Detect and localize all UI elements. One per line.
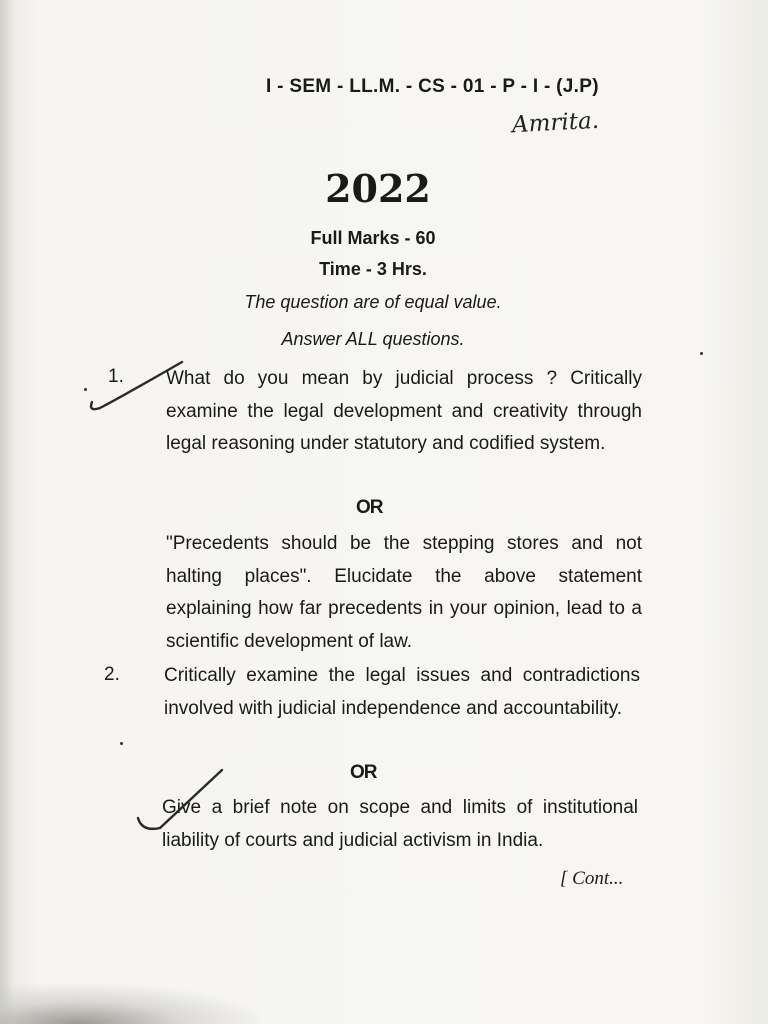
instruction-answer-all: Answer ALL questions. bbox=[281, 329, 465, 349]
speck bbox=[700, 352, 703, 355]
page-edge-shadow bbox=[0, 0, 14, 1024]
exam-time: Time - 3 Hrs. bbox=[319, 259, 427, 279]
instruction-equal-value: The question are of equal value. bbox=[244, 292, 502, 312]
question-1-part-b: "Precedents should be the stepping stores and not halting places". Elucidate the above statement explaining how far precedents in your opinion, lead to a scientific development of law. bbox=[166, 533, 642, 652]
paper-code: I - SEM - LL.M. - CS - 01 - P - I - (J.P) bbox=[266, 76, 599, 97]
question-1-or: OR bbox=[356, 497, 383, 518]
continued-note: [ Cont... bbox=[560, 868, 624, 889]
question-1-number: 1. bbox=[108, 366, 124, 387]
page-bottom-shadow bbox=[0, 984, 260, 1024]
handwritten-signature: Amrita. bbox=[511, 107, 600, 139]
question-2-part-a: Critically examine the legal issues and contradictions involved with judicial independence and accountability. bbox=[164, 665, 640, 719]
question-2-or: OR bbox=[350, 762, 377, 783]
speck bbox=[84, 388, 87, 391]
exam-year: 2022 bbox=[325, 166, 431, 211]
full-marks: Full Marks - 60 bbox=[310, 228, 436, 248]
question-2-number: 2. bbox=[104, 664, 120, 685]
question-1-part-a: What do you mean by judicial process ? Critically examine the legal development and creativity through legal reasoning under statutory and codified system. bbox=[166, 368, 642, 454]
speck bbox=[120, 742, 123, 745]
question-2-part-b: Give a brief note on scope and limits of institutional liability of courts and judicial activism in India. bbox=[162, 797, 638, 851]
